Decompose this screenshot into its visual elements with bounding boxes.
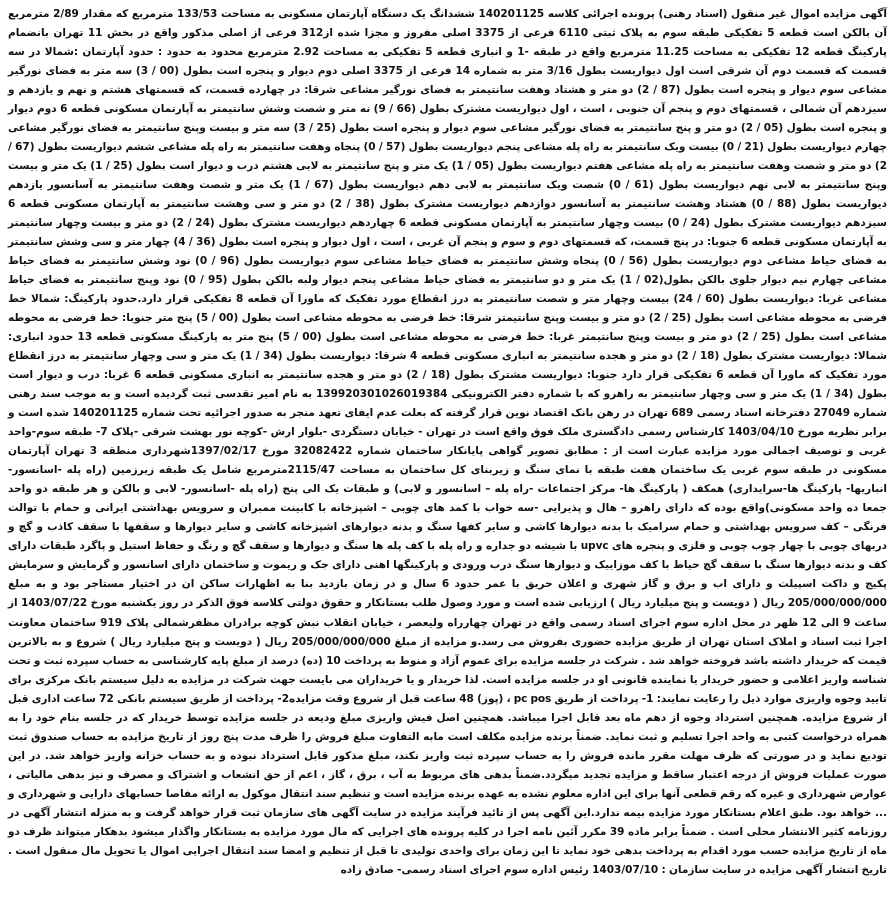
auction-notice-text: آگهی مزایده اموال غیر منقول (اسناد رهنی) پرونده اجرائی کلاسه 140201125 ششدانگ یک دستگاه آپارتمان مسکونی به مساحت 133/53 مترمربع که مقدار 2/89 مترمربع آن بالکن است قطعه 5 تفکیکی طبقه سوم به پلاک ثبتی 6110 فرعی از 3375 اصلی مفروز و مجزا شده از312 فرعی از اصلی مذکور واقع در بخش 11 تهران بانضمام پارکینگ قطعه 12 تفکیکی به مساحت 11.25 مترمربع واقع در طبقه -1 و انباری قطعه 5 تفکیکی به مساحت 2.92 مترمربع محدود به حدود : حدود آپارتمان :شمالا در سه قسمت که قسمت دوم آن شرقی است اول دیواریست بطول 3/16 متر به شماره 14 فرعی از 3375 اصلی دوم دیوار و پنجره است بطول (00 / 3) سه متر به فضای نورگیر مشاعی سوم دیوار و پنجره است بطول (87 / 2) دو متر و هشتاد وهفت سانتیمتر به فضای نورگیر مشاعی شرقا: در چهارده قسمت، که قسمتهای هشتم و نهم و یازدهم و سیزدهم آن شمالی ، قسمتهای دوم و پنجم آن جنوبی ، است ، اول دیواریست مشترک بطول (66 / 9) نه متر و شصت وشش سانتیمتر به آپارتمان مسکونی قطعه 6 دوم دیوار و پنجره است بطول (05 / 2) دو متر و پنج سانتیمتر به فضای نورگیر مشاعی سوم دیوار و پنجره است بطول (25 / 3) سه متر و بیست وپنج سانتیمتر به فضای نورگیر مشاعی چهارم دیواریست بطول (21 / 0) بیست ویک سانتیمتر به راه پله مشاعی پنجم دیواریست بطول (57 / 0) پنجاه وهفت سانتیمتر به راه پله مشاعی ششم دیواریست بطول (67 / 2) دو متر و شصت وهفت سانتیمتر به راه پله مشاعی هفتم دیواریست بطول (05 / 1) یک متر و پنج سانتیمتر به لابی هشتم درب و دیوار است بطول (25 / 1) یک متر و بیست وپنج سانتیمتر به لابی نهم دیواریست بطول (61 / 0) شصت ویک سانتیمتر به لابی دهم دیواریست بطول (67 / 1) یک متر و شصت وهفت سانتیمتر به آسانسور یازدهم دیواریست بطول (88 / 0) هشتاد وهشت سانتیمتر به آسانسور دوازدهم دیواریست مشترک بطول (38 / 2) دو متر و سی وهشت سانتیمتر به آپارتمان مسکونی قطعه 6 سیزدهم دیواریست مشترک بطول (24 / 0) بیست وچهار سانتیمتر به آپارتمان مسکونی قطعه 6 چهاردهم دیواریست مشترک بطول (24 / 2) دو متر و بیست وچهار سانتیمتر به آپارتمان مسکونی قطعه 6 جنوبا: در پنج قسمت، که قسمتهای دوم و سوم و پنجم آن غربی ، است ، اول دیوار و پنجره است بطول (36 / 4) چهار متر و سی وشش سانتیمتر به فضای حیاط مشاعی دوم دیواریست بطول (56 / 0) پنجاه وشش سانتیمتر به فضای حیاط مشاعی سوم دیواریست بطول (96 / 0) نود وشش سانتیمتر به فضای حیاط مشاعی چهارم نیم دیوار جلوی بالکن بطول(02 / 1) یک متر و دو سانتیمتر به فضای حیاط مشاعی پنجم دیوار ولبه بالکن بطول (95 / 0) نود وپنج سانتیمتر به فضای حیاط مشاعی غربا: دیواریست بطول (60 / 24) بیست وچهار متر و شصت سانتیمتر به درز انقطاع مورد تفکیک که ماورا آن قطعه 8 تفکیکی قرار دارد.حدود پارکینگ: شمالا خط فرضی به محوطه مشاعی است بطول (25 / 2) دو متر و بیست وپنج سانتیمتر شرقا: خط فرضی به محوطه مشاعی است بطول (00 / 5) پنج متر جنوبا: خط فرضی به محوطه مشاعی است بطول (25 / 2) دو متر و بیست وپنج سانتیمتر غربا: خط فرضی به محوطه مشاعی است بطول (00 / 5) پنج متر به پارکینگ مسکونی قطعه 13 حدود انباری: شمالا: دیواریست مشترک بطول (18 / 2) دو متر و هجده سانتیمتر به انباری مسکونی قطعه 4 شرقا: دیواریست بطول (34 / 1) یک متر و سی وچهار سانتیمتر به درز انقطاع مورد تفکیک که ماورا آن قطعه 6 تفکیکی قرار دارد جنوبا: دیواریست مشترک بطول (18 / 2) دو متر و هجده سانتیمتر به انباری مسکونی قطعه 6 غربا: درب و دیوار است بطول (34 / 1) یک متر و سی وچهار سانتیمتر به راهرو که با شماره دفتر الکترونیکی 139920301026019384 به نام امیر تقدسی ثبت گردیده است و به موجب سند رهنی شماره 27049 دفترخانه اسناد رسمی 689 تهران در رهن بانک اقتصاد نوین قرار گرفته که بعلت عدم ایفای تعهد منجر به صدور اجرائیه تحت شماره 140201125 شده است و برابر نظریه مورخ 1403/04/10 کارشناس رسمی دادگستری ملک فوق واقع است در تهران - خیابان دستگردی -بلوار ارش -کوچه نور بهشت شرقی -پلاک 7- طبقه سوم-واحد غربی و توصیف اجمالی مورد مزایده عبارت است از : مطابق تصویر گواهی پایانکار ساختمان شماره 32082422 مورخ 1397/02/17شهرداری منطقه 3 تهران آپارتمان مسکونی در طبقه سوم غربی یک ساختمان هفت طبقه با نمای سنگ و زیربنای کل ساختمان به مساحت 2115/47مترمربع شامل یک طبقه زیرزمین (راه پله -اسانسور-انباریها- پارکینگ ها-سرایداری) همکف ( پارکینگ ها- مرکز اجتماعات -راه پله – اسانسور و لابی) و طبقات یک الی پنج (راه پله -اسانسور- لابی و بالکن و هر طبقه دو واحد جمعا ده واحد مسکونی)واقع بوده که دارای راهرو – هال و پذیرایی -سه خواب با کمد های چوبی – اشپزخانه با کابینت ممبران و سرویس بهداشتی ایرانی و حمام با توالت فرنگی – کف سرویس بهداشتی و حمام سرامیک با بدنه دیوارها کاشی و سایر کفها سنگ و بدنه دیوارهای اشپزخانه کاشی و سایر دیوارها و سقفها با سقف کاذب و گچ و دربهای چوبی با چهار چوب چوبی و فلزی و پنجره های upvc با شیشه دو جداره و راه پله با کف پله ها سنگ و دیوارها و سقف گچ و رنگ و حفاظ استیل و پاگرد طبقات دارای کف و بدنه دیوارها سنگ با سقف گچ حیاط با کف موزاییک و دیوارها سنگ درب ورودی و پارکینگها اهنی دارای جک و ریموت و ساختمان دارای اسانسور و گرمایش و سرمایش پکیج و داکت اسپیلت و دارای اب و برق و گاز شهری و اعلان حریق با عمر حدود 6 سال و در زمان بازدید بنا به اظهارات ساکن ان در اختیار مستاجر بود و به مبلغ 205/000/000/000 ریال ( دویست و پنج میلیارد ریال ) ارزیابی شده است و مورد وصول طلب بستانکار و حقوق دولتی کلاسه فوق الذکر در روز یکشنبه مورخ 1403/07/22 از ساعت 9 الی 12 ظهر در محل اداره سوم اجرای اسناد رسمی واقع در تهران چهارراه ولیعصر ، خیابان انقلاب نبش کوچه برادران مظفرشمالی پلاک 919 ساختمان معاونت اجرا ثبت اسناد و املاک استان تهران از طریق مزایده حضوری بفروش می رسد.و مزایده از مبلغ 205/000/000/000 ریال ( دویست و پنج میلیارد ریال ) شروع و به بالاترین قیمت که خریدار داشته باشد فروخته خواهد شد . شرکت در جلسه مزایده برای عموم آزاد و منوط به پرداخت 10 (ده) درصد از مبلغ پایه کارشناسی به حساب سپرده ثبت و تحت شناسه واریز اعلامی و حضور خریدار یا نماینده قانونی او در جلسه مزایده است. لذا خریدار و یا خریداران می بایست جهت شرکت در مزایده به دلیل سیستم بانک مرکزی برای تایید وجوه واریزی موارد ذیل را رعایت نمایند: 1- پرداخت از طریق pc pos ، (پوز) 48 ساعت قبل از شروع وقت مزایده2- پرداخت از طریق سیستم بانکی 72 ساعت اداری قبل از شروع مزایده. همچنین استرداد وجوه از دهم ماه بعد قابل اجرا میباشد. همچنین اصل فیش واریزی مبلغ ودیعه در جلسه مزایده توسط خریدار که در جلسه بنام خود را به همراه درخواست کتبی به واحد اجرا تسلیم و ثبت نماید. ضمناً برنده مزایده مکلف است مابه التفاوت مبلغ فروش را ظرف مدت پنج روز از تاریخ مزایده به حساب صندوق ثبت توديع نمايد و در صورتی که ظرف مهلت مقرر مانده فروش را به حساب سپرده ثبت واریز نکند، مبلغ مذکور قابل استرداد نبوده و به حساب خزانه واریز خواهد شد. در این صورت عملیات فروش از درجه اعتبار ساقط و مزایده تجدید میگردد.ضمناً بدهی های مربوط به آب ، برق ، گاز ، اعم از حق انشعاب و اشتراک و مصرف و نیز بدهی مالیاتی ، عوارض شهرداری و غیره که رقم قطعی آنها برای این اداره معلوم نشده به عهده برنده مزایده است و تنظیم سند انتقال موکول به ارائه مفاصا حسابهای دارایی و شهرداری و ... خواهد بود. طبق اعلام بستانکار مورد مزایده بیمه ندارد.این آگهی پس از تائید فرآیند مزایده در سایت آگهی های سازمان ثبت قرار خواهد گرفت و به منزله انتشار آگهی در روزنامه کثیر الانتشار محلی است . ضمناً برابر ماده 39 مکرر آئین نامه اجرا در کلیه پرونده های اجرایی که مال مورد مزایده به بستانکار واگذار میشود بدهکار میتواند ظرف دو ماه از تاریخ مزایده حسب مورد اقدام به پرداخت بدهی خود نماید تا این زمان برای واحدی تولیدی تا قبل از تنظیم و امضا سند انتقال اجرایی اموال یا تحویل مال منقول است . تاریخ انتشار آگهی مزایده در سایت سازمان : 1403/07/10 رئیس اداره سوم اجرای اسناد رسمی- صادق زاده [8,8,888,876]
